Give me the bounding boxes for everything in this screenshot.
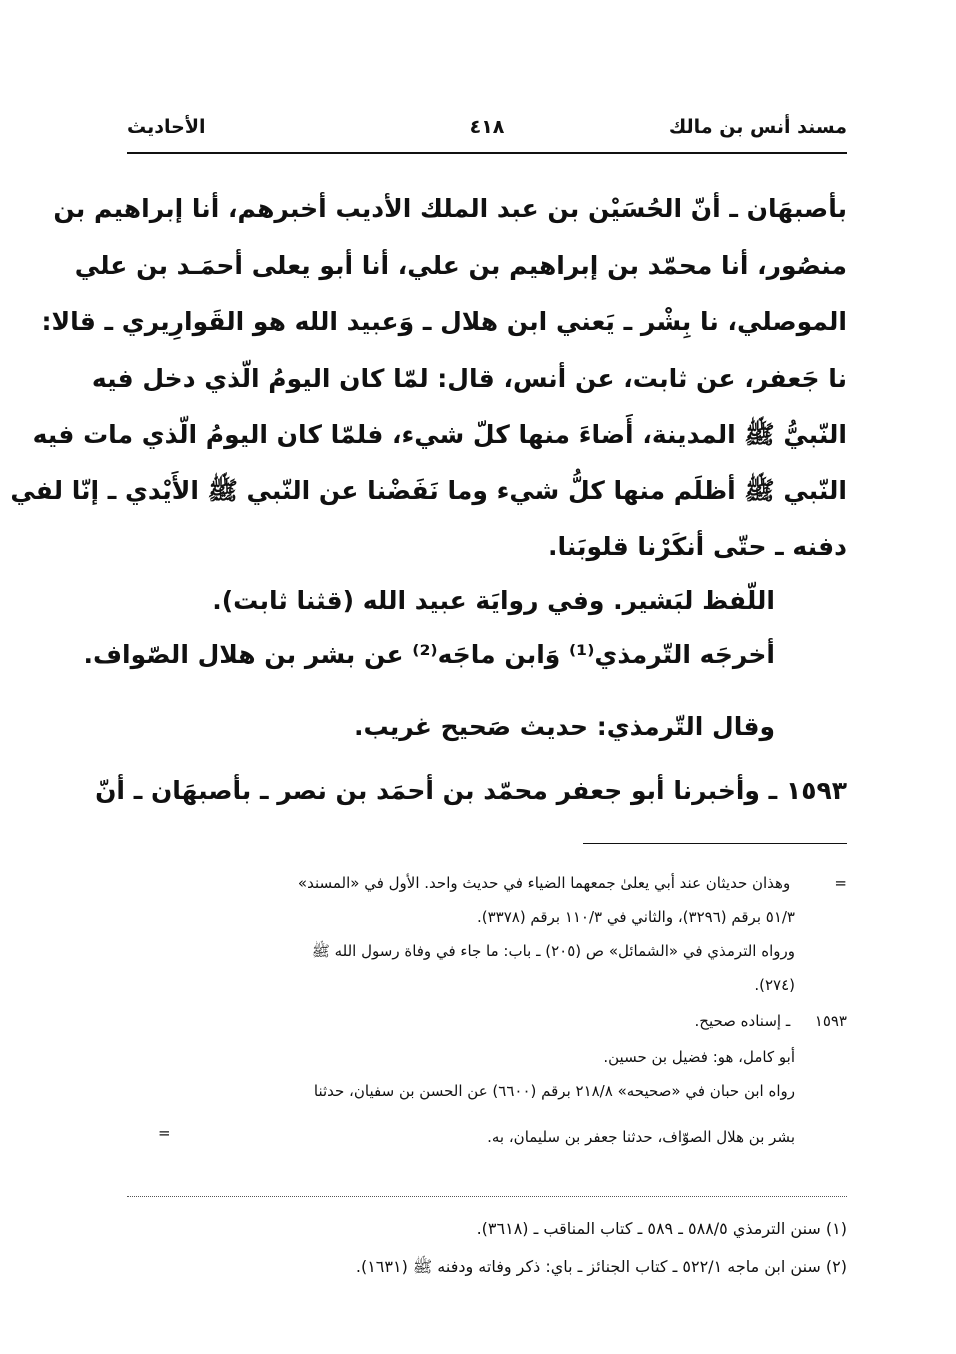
footnote-line-4: (٢٧٤). [754,976,795,994]
endnote-1: (١) سنن الترمذي ٥٨٨/٥ ـ ٥٨٩ ـ كتاب المناقب ـ (٣٦١٨). [476,1219,847,1238]
continuation-mark: = [834,874,847,892]
footnote-line-1 [127,866,847,900]
note-tirmidhi: وقال التّرمذي: حديث صَحيح غريب. [353,712,775,741]
footnote-line-2: ٥١/٣ برقم (٣٢٩٦)، والثاني في ١١٠/٣ برقم (٣٣٧٨). [476,908,795,926]
body-line-1: بأصبهَان ـ أنّ الحُسَيْن بن عبد الملك الأديب أخبرهم، أنا إبراهيم بن [53,194,847,223]
note-lafz: اللّفظ لبَشير. وفي روايَة عبيد الله (قثنا ثابت). [212,586,775,615]
hadith-number: ١٥٩٣ [785,776,847,805]
body-line-7: دفنه ـ حتّى أنكَرْنا قلوبَنا. [548,532,847,561]
footnote-text: ـ إسناده صحيح. [694,1012,791,1030]
body-line-4: نا جَعفر، عن ثابت، عن أنس، قال: لمّا كان اليومُ الّذي دخل فيه [91,364,847,393]
note-takhrij: أخرجَه التّرمذي⁽¹⁾ وَابن ماجَه⁽²⁾ عن بشر بن هلال الصّواف. [83,640,775,669]
endnote-2: (٢) سنن ابن ماجه ٥٢٢/١ ـ كتاب الجنائز ـ باي: ذكر وفاته ودفنه ﷺ (١٦٣١). [355,1257,847,1276]
endnote-separator [127,1196,847,1197]
footnote-line-3: ورواه الترمذي في «الشمائل» ص (٢٠٥) ـ باب: ما جاء في وفاة رسول الله ﷺ [311,942,795,960]
footnote-hadith-line [127,1004,847,1038]
body-line-6: النّبي ﷺ أظلَم منها كلُّ شيء وما نَفَضْنا عن النّبي ﷺ الأَيْدي ـ إنّا لفي [10,476,847,505]
page-number: ٤١٨ [469,116,505,138]
footnote-hadith-number: ١٥٩٣ [814,1012,847,1030]
hadith-text: ـ وأخبرنا أبو جعفر محمّد بن أحمَد بن نصر ـ بأصبهَان ـ أنّ [95,776,778,805]
header-rule [127,152,847,154]
next-hadith-line [95,762,847,820]
body-line-3: الموصلي، نا بِشْر ـ يَعني ابن هلال ـ وَعبيد الله هو القَوارِيري ـ قالا: [41,307,847,336]
running-header [127,116,847,150]
footnote-separator [583,843,847,844]
section-title: الأحاديث [127,116,206,138]
footnote-hadith-line-3: رواه ابن حبان في «صحيحه» ٢١٨/٨ برقم (٦٦٠٠) عن الحسن بن سفيان، حدثنا [313,1082,795,1100]
footnote-hadith-line-4: بشر بن هلال الصوّاف، حدثنا جعفر بن سليمان، به. [487,1128,795,1146]
footnote-text: وهذان حديثان عند أبي يعلىٰ جمعهما الضياء في حديث واحد. الأول في «المسند» [297,874,791,892]
end-continuation-mark: = [158,1124,171,1142]
footnote-hadith-line-2: أبو كامل، هو: فضيل بن حسين. [603,1048,795,1066]
body-line-2: منصُور، أنا محمّد بن إبراهيم بن علي، أنا أبو يعلى أحمَـد بن علي [74,251,847,280]
body-line-5: النّبيُّ ﷺ المدينة، أَضاءَ منها كلّ شيء، فلمّا كان اليومُ الّذي مات فيه [32,420,847,449]
book-title: مسند أنس بن مالك [668,116,847,138]
